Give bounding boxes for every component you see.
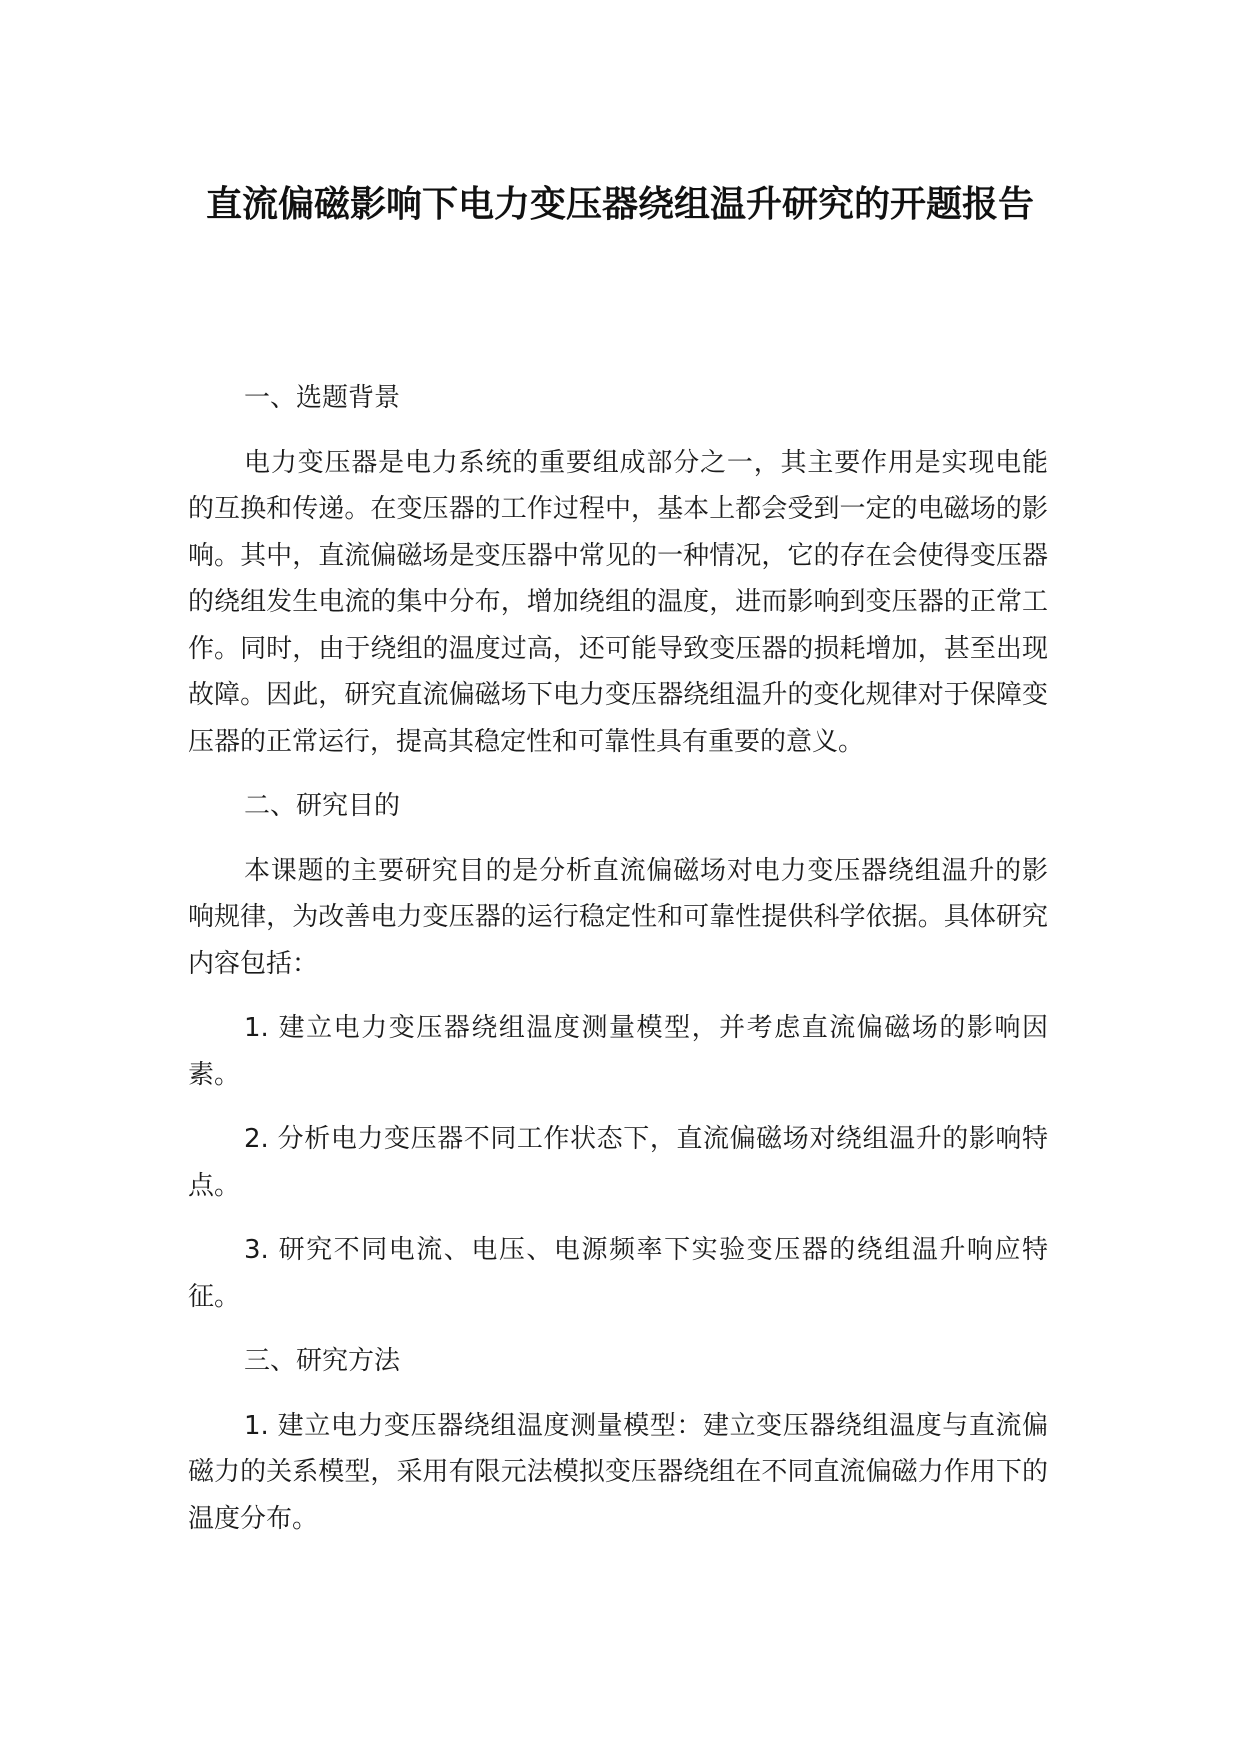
section-heading-method: 三、研究方法 <box>244 1346 401 1376</box>
section-heading-background: 一、选题背景 <box>244 383 401 413</box>
document-title: 直流偏磁影响下电力变压器绕组温升研究的开题报告 <box>205 184 1034 225</box>
paragraph-purpose-intro: 本课题的主要研究目的是分析直流偏磁场对电力变压器绕组温升的影响规律，为改善电力变压器的运行稳定性和可靠性提供科学依据。具体研究内容包括： <box>188 855 1048 979</box>
paragraph-background: 电力变压器是电力系统的重要组成部分之一，其主要作用是实现电能的互换和传递。在变压器的工作过程中，基本上都会受到一定的电磁场的影响。其中，直流偏磁场是变压器中常见的一种情况，它的存在会使得变压器的绕组发生电流的集中分布，增加绕组的温度，进而影响到变压器的正常工作。同时，由于绕组的温度过高，还可能导致变压器的损耗增加，甚至出现故障。因此，研究直流偏磁场下电力变压器绕组温升的变化规律对于保障变压器的正常运行，提高其稳定性和可靠性具有重要的意义。 <box>188 447 1048 757</box>
paragraph-purpose-item-1: 1. 建立电力变压器绕组温度测量模型，并考虑直流偏磁场的影响因素。 <box>188 1013 1048 1090</box>
paragraph-purpose-item-2: 2. 分析电力变压器不同工作状态下，直流偏磁场对绕组温升的影响特点。 <box>188 1124 1048 1201</box>
paragraph-purpose-item-3: 3. 研究不同电流、电压、电源频率下实验变压器的绕组温升响应特征。 <box>188 1235 1048 1312</box>
section-heading-purpose: 二、研究目的 <box>244 791 401 821</box>
document-body <box>188 375 1048 1560</box>
paragraph-method-item-1: 1. 建立电力变压器绕组温度测量模型：建立变压器绕组温度与直流偏磁力的关系模型，采用有限元法模拟变压器绕组在不同直流偏磁力作用下的温度分布。 <box>188 1410 1048 1534</box>
